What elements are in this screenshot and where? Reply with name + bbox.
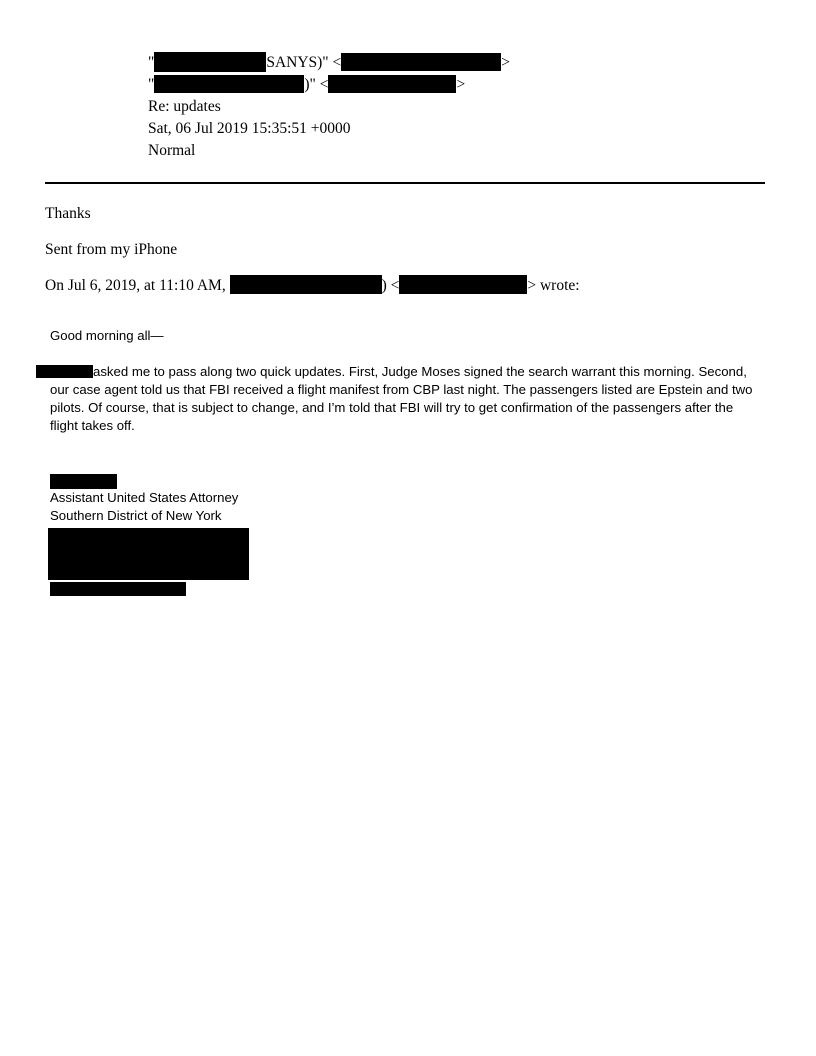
quoted-paragraph-line: our case agent told us that FBI received a flight manifest from CBP last night. The passengers listed are Epstein and two [50, 382, 753, 397]
quoted-greeting: Good morning all— [50, 328, 164, 343]
to-value: " )" < > [148, 76, 466, 93]
signature-title: Assistant United States Attorney [50, 490, 239, 505]
header-divider [45, 182, 765, 184]
redacted-signer-name [50, 474, 117, 489]
reply-text: Thanks [45, 205, 91, 222]
from-value: " SANYS)" < > [148, 53, 510, 73]
signature-office: Southern District of New York [50, 508, 222, 523]
quoted-paragraph-line: flight takes off. [50, 418, 135, 433]
redaction-block [399, 275, 527, 294]
quoted-paragraph-line: asked me to pass along two quick updates. First, Judge Moses signed the search warrant this morning. Second, [36, 363, 747, 381]
redaction-block [154, 75, 304, 93]
redaction-block [230, 275, 382, 294]
redacted-contact-block [48, 528, 249, 580]
quoted-paragraph-line: pilots. Of course, that is subject to change, and I’m told that FBI will try to get confirmation of the passengers after the [50, 400, 734, 415]
importance-value: Normal [148, 142, 196, 159]
redaction-block [328, 75, 456, 93]
reply-signature: Sent from my iPhone [45, 241, 178, 258]
redaction-block [341, 53, 501, 71]
subject-value: Re: updates [148, 98, 221, 115]
redacted-contact-line [50, 582, 186, 596]
redaction-block [36, 365, 93, 378]
quote-intro: On Jul 6, 2019, at 11:10 AM, ) < > wrote: [45, 277, 580, 294]
redaction-block [154, 52, 266, 72]
date-value: Sat, 06 Jul 2019 15:35:51 +0000 [148, 120, 351, 137]
